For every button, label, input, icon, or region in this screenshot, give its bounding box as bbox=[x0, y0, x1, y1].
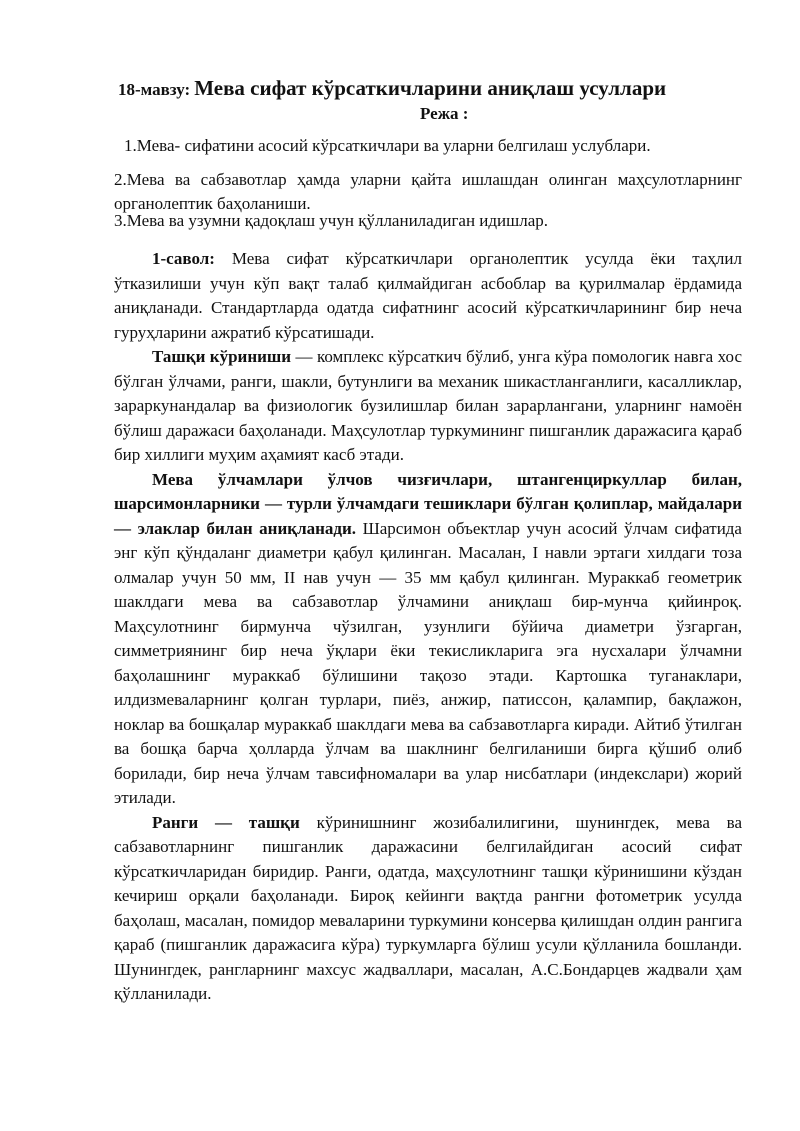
paragraph-text: — комплекс кўрсаткич бўлиб, унга кўра помологик навга хос бўлган ўлчами, ранги, шакли, бутунлиги ва механик шикастланганлиги, касалликлар, зараркунандалар ва физиологик бузилишлар билан зарарлангани, уларнинг намоён бўлиш даражаси баҳоланади. Маҳсулотлар туркумининг пишганлик даражасига қараб бир хиллиги муҳим аҳамият касб этади. bbox=[114, 347, 742, 464]
plan-heading: Режа : bbox=[420, 104, 469, 123]
paragraph-lead: Ташқи кўриниши bbox=[152, 347, 292, 366]
paragraph-lead: Ранги — ташқи bbox=[152, 812, 300, 832]
paragraph-question-1 bbox=[114, 247, 742, 345]
paragraph-color bbox=[114, 811, 742, 1007]
paragraph-text: кўринишнинг жозибалилигини, шунингдек, мева ва сабзавотларнинг пишганлик даражасини белгилайдиган асосий сифат кўрсаткичларидан биридир. Ранги, одатда, маҳсулотнинг ташқи кўринишини кўздан кечириш орқали баҳоланади. Бироқ кейинги вақтда рангни фотометрик усулда баҳолаш, масалан, помидор меваларини туркумини консерва қилишдан олдин рангига қараб (пишганлик даражасига кўра) туркумларга бўлиш усули қўлланила бошланди. Шунингдек, рангларнинг махсус жадваллари, масалан, А.С.Бондарцев жадвали ҳам қўлланилади. bbox=[114, 812, 742, 1003]
paragraph-size bbox=[114, 468, 742, 811]
paragraph-appearance bbox=[114, 345, 742, 468]
paragraph-lead: 1-савол: bbox=[152, 249, 215, 268]
paragraph-lead: Мева ўлчамлари ўлчов чизғичлари, штангенциркуллар билан, шарсимонларники — турли ўлчамдаги тешиклари бўлган қолиплар, майдалари — элаклар билан аниқланади. bbox=[114, 469, 742, 538]
plan-item-1: 1.Мева- сифатини асосий кўрсаткичлари ва уларни белгилаш услублари. bbox=[124, 136, 651, 155]
paragraph-text: Мева сифат кўрсаткичлари органолептик усулда ёки таҳлил ўтказилиши учун кўп вақт талаб қилмайдиган асбоблар ва қурилмалар ёрдамида аниқланади. Стандартларда одатда сифатнинг асосий кўрсаткичларининг бир неча гуруҳларини ажратиб кўрсатишади. bbox=[114, 249, 742, 342]
plan-item-2: 2.Мева ва сабзавотлар ҳамда уларни қайта ишлашдан олинган маҳсулотларнинг органолептик баҳоланиши. bbox=[114, 170, 742, 213]
document-body bbox=[114, 247, 742, 1007]
topic-label: 18-мавзу: bbox=[118, 80, 191, 99]
page-title: Мева сифат кўрсаткичларини аниқлаш усуллари bbox=[194, 76, 667, 100]
plan-item-3: 3.Мева ва узумни қадоқлаш учун қўлланиладиган идишлар. bbox=[114, 211, 549, 230]
title-line bbox=[118, 76, 666, 101]
paragraph-text: Шарсимон объектлар учун асосий ўлчам сифатида энг кўп қўндаланг диаметри қабул қилинган. Масалан, I навли эртаги хилдаги тоза олмалар учун 50 мм, II нав учун — 35 мм қабул қилинган. Мураккаб геометрик шаклдаги мева ва сабзавотлар ўлчамини аниқлаш бир-мунча қийинроқ. Маҳсулотнинг бирмунча чўзилган, узунлиги бўйича диаметри ўзгарган, симметриянинг бир неча ўқлари ёки текисликларига эга нусхалари ўлчамни баҳолашнинг мураккаб бўлишини тақозо этади. Картошка туганаклари, илдизмеваларнинг қолган турлари, пиёз, анжир, патиссон, қалампир, бақлажон, ноклар ва бошқалар мураккаб шаклдаги мева ва сабзавотларга киради. Айтиб ўтилган ва бошқа барча ҳолларда ўлчам ва шаклнинг белгиланиши бирга қўшиб олиб борилади, бир неча ўлчам тавсифномалари ва улар нисбатлари (индекслари) жорий этилади. bbox=[114, 518, 742, 807]
